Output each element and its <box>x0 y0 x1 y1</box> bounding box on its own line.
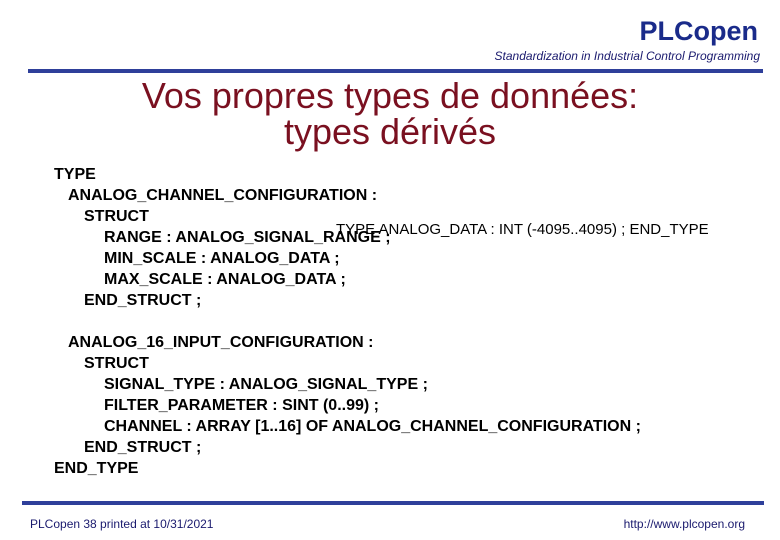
code-line: SIGNAL_TYPE : ANALOG_SIGNAL_TYPE ; <box>104 376 428 393</box>
analog-data-type-note: TYPE ANALOG_DATA : INT (-4095..4095) ; END_TYPE <box>336 221 709 238</box>
code-line: TYPE <box>54 166 96 183</box>
code-line: CHANNEL : ARRAY [1..16] OF ANALOG_CHANNEL_CONFIGURATION ; <box>104 418 641 435</box>
brand-logo-text: PLCopen <box>639 16 758 46</box>
code-line: END_TYPE <box>54 460 139 477</box>
code-line: MIN_SCALE : ANALOG_DATA ; <box>104 250 340 267</box>
code-line: MAX_SCALE : ANALOG_DATA ; <box>104 271 346 288</box>
code-line: RANGE : ANALOG_SIGNAL_RANGE ; <box>104 229 391 246</box>
footer-page-info: PLCopen 38 printed at 10/31/2021 <box>30 517 214 531</box>
code-line: STRUCT <box>84 355 149 372</box>
footer-url: http://www.plcopen.org <box>623 517 745 531</box>
code-line: ANALOG_CHANNEL_CONFIGURATION : <box>68 187 378 204</box>
code-line: END_STRUCT ; <box>84 439 202 456</box>
brand-tagline: Standardization in Industrial Control Programming <box>494 49 760 63</box>
footer-divider <box>22 501 764 505</box>
slide-title-line-2: types dérivés <box>283 111 497 152</box>
slide-title-line-1: Vos propres types de données: <box>141 75 639 116</box>
code-line: END_STRUCT ; <box>84 292 202 309</box>
code-line: FILTER_PARAMETER : SINT (0..99) ; <box>104 397 379 414</box>
code-line: ANALOG_16_INPUT_CONFIGURATION : <box>68 334 374 351</box>
code-line: STRUCT <box>84 208 149 225</box>
